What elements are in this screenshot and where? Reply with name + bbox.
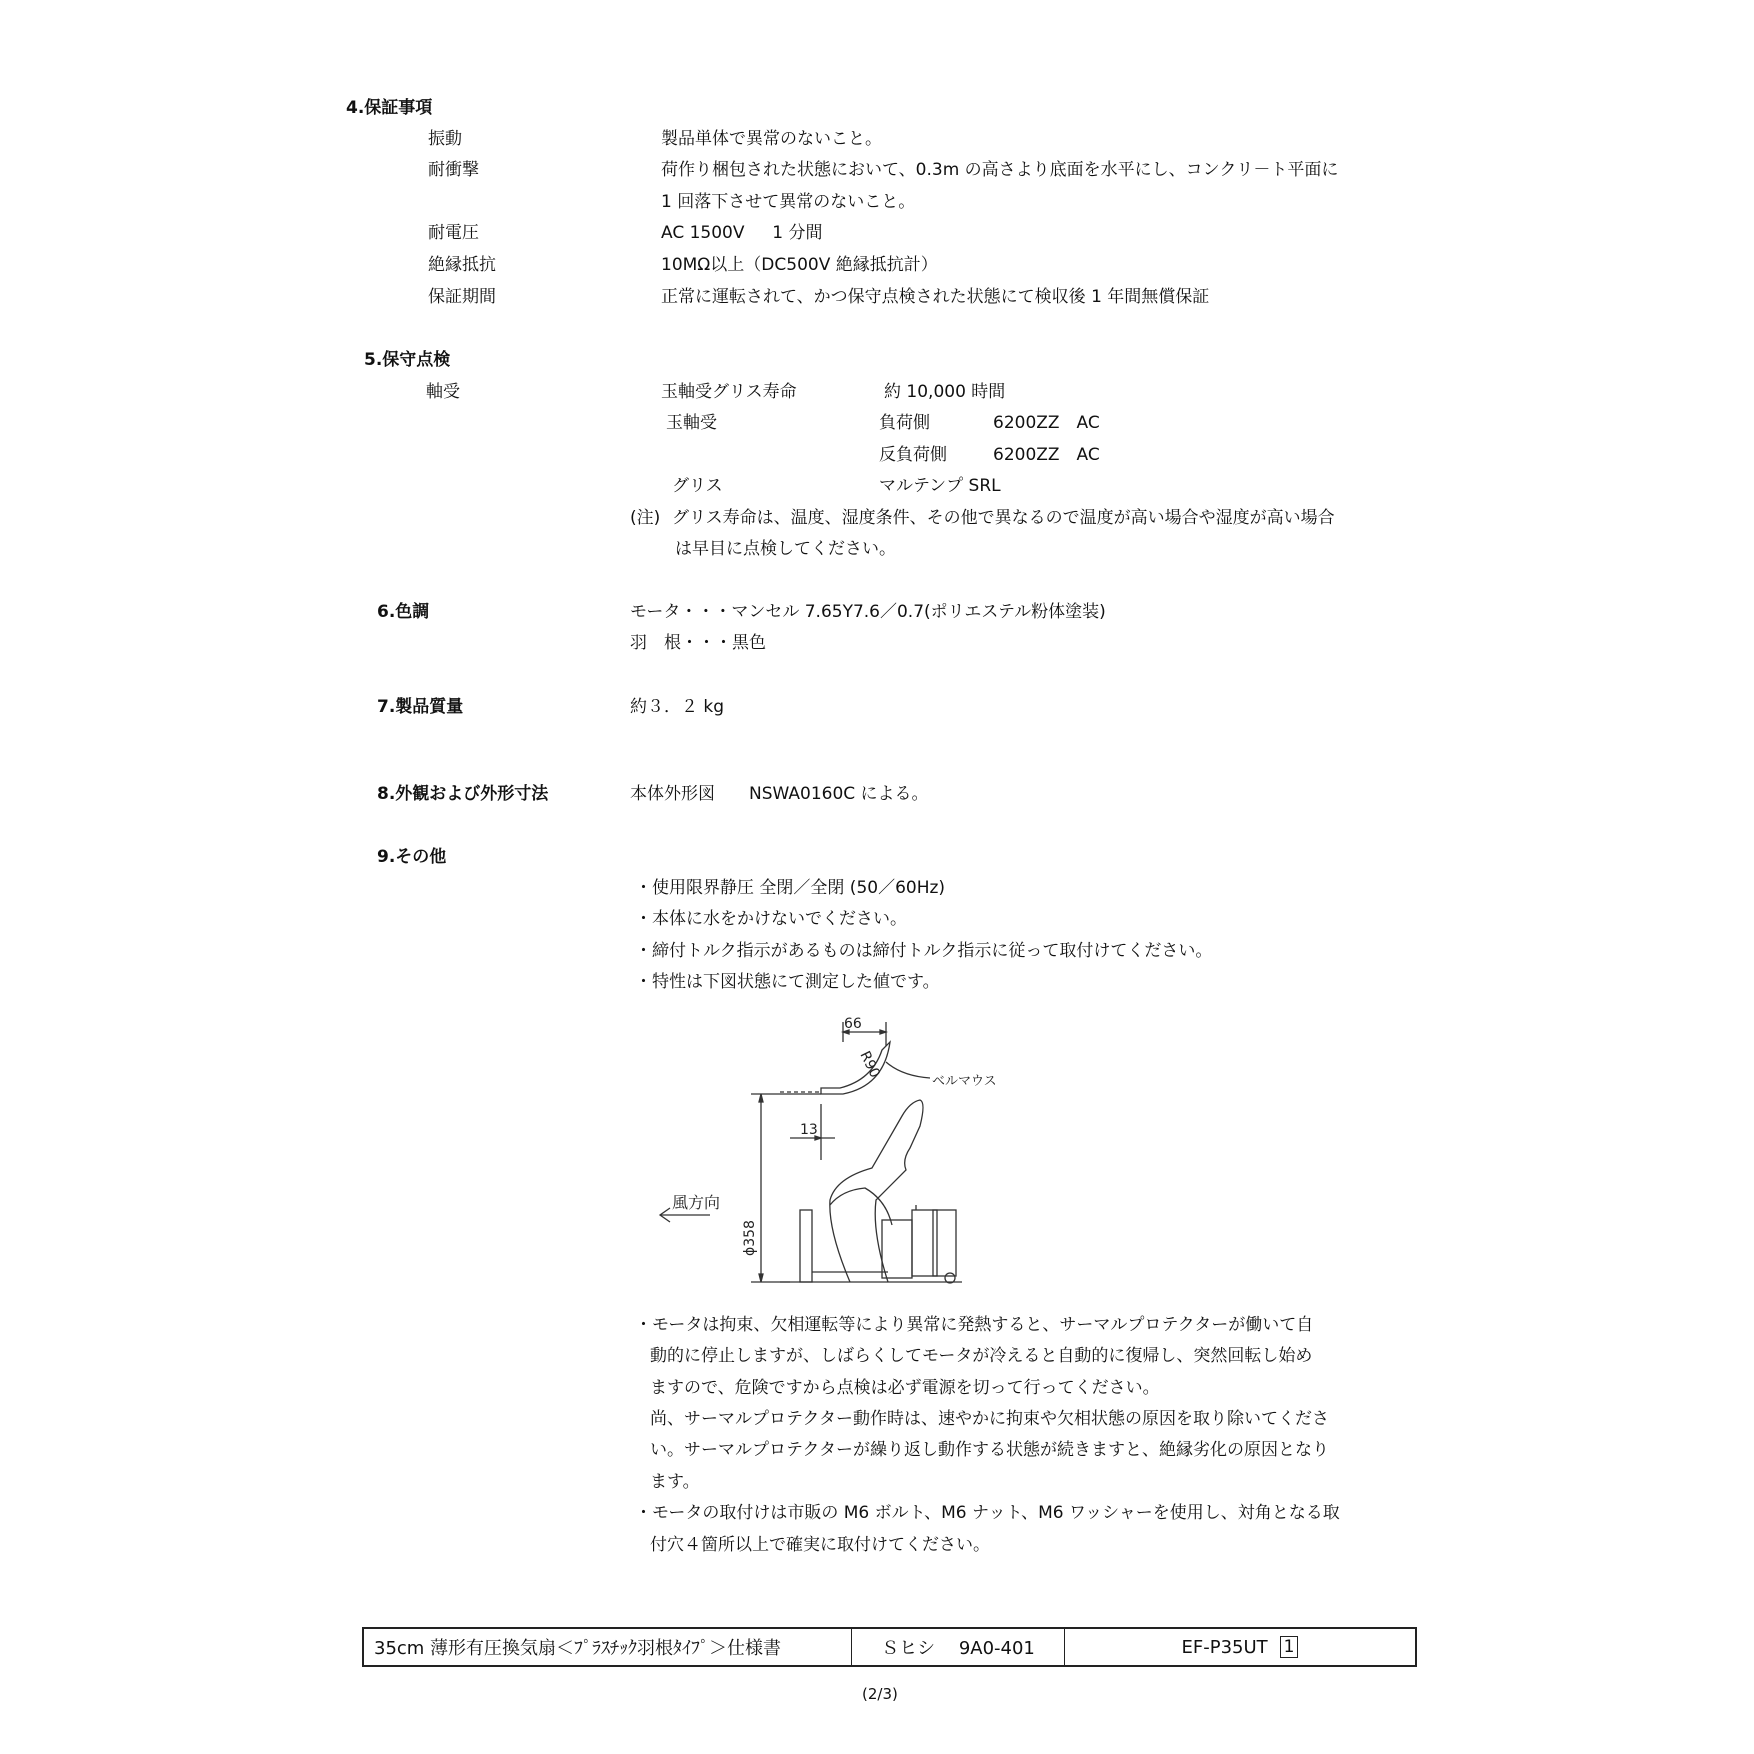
vibration-label: 振動: [428, 129, 462, 149]
ball-bearing-label: 玉軸受: [666, 413, 717, 433]
outline-drawing-ref: 本体外形図 NSWA0160C による。: [630, 784, 929, 804]
motor-mounting-line-2: 付穴４箇所以上で確実に取付けてください。: [650, 1535, 990, 1555]
insulation-label: 絶縁抵抗: [428, 255, 496, 275]
dim-66-label: 66: [844, 1016, 862, 1032]
title-block-code: Ｓヒシ 9A0-401: [852, 1629, 1065, 1665]
withstand-voltage-label: 耐電圧: [428, 223, 479, 243]
note-line-1: グリス寿命は、温度、湿度条件、その他で異なるので温度が高い場合や湿度が高い場合: [672, 508, 1335, 528]
bullet-no-water: ・本体に水をかけないでください。: [635, 909, 907, 929]
thermal-protector-line-5: い。サーマルプロテクターが繰り返し動作する状態が続きますと、絶縁劣化の原因となり: [650, 1440, 1329, 1460]
load-side-label: 負荷側: [879, 413, 930, 433]
title-block: [362, 1627, 1417, 1667]
casing-wall: [800, 1210, 812, 1282]
blade-color: 羽 根・・・黒色: [630, 633, 766, 653]
title-block-model: EF-P35UT: [1181, 1636, 1268, 1658]
dim-358-label: ϕ358: [742, 1220, 758, 1256]
section-5-heading: 5.保守点検: [364, 350, 451, 370]
dim-358-arrow-top: [759, 1094, 763, 1102]
thermal-protector-line-4: 尚、サーマルプロテクター動作時は、速やかに拘束や欠相状態の原因を取り除いてくださ: [650, 1409, 1329, 1429]
bearing-section-label: 軸受: [426, 382, 460, 402]
diagram-svg: [640, 1010, 1010, 1300]
note-line-2: は早目に点検してください。: [675, 539, 896, 559]
section-6-heading: 6.色調: [377, 602, 430, 622]
grease-life-value: 約 10,000 時間: [884, 382, 1006, 402]
section-8-heading: 8.外観および外形寸法: [377, 784, 549, 804]
vibration-value: 製品単体で異常のないこと。: [661, 129, 882, 149]
title-block-title: 35cm 薄形有圧換気扇＜ﾌﾟﾗｽﾁｯｸ羽根ﾀｲﾌﾟ＞仕様書: [364, 1629, 852, 1665]
shock-label: 耐衝撃: [428, 160, 479, 180]
thermal-protector-line-1: ・モータは拘束、欠相運転等により異常に発熱すると、サーマルプロテクターが働いて自: [635, 1315, 1314, 1335]
grease-life-label: 玉軸受グリス寿命: [661, 382, 797, 402]
warranty-value: 正常に運転されて、かつ保守点検された状態にて検収後 1 年間無償保証: [661, 287, 1210, 307]
dim-r90-label: R90: [856, 1048, 883, 1081]
bellmouth-label: ベルマウス: [932, 1074, 997, 1089]
shock-value: 荷作り梱包された状態において、0.3m の高さより底面を水平にし、コンクリ－ト平面に: [661, 160, 1339, 180]
anti-load-side-label: 反負荷側: [879, 445, 947, 465]
motor-color: モータ・・・マンセル 7.65Y7.6／0.7(ポリエステル粉体塗装): [630, 602, 1106, 622]
bellmouth-leader: [886, 1062, 930, 1078]
warranty-label: 保証期間: [428, 287, 496, 307]
bullet-torque: ・締付トルク指示があるものは締付トルク指示に従って取付けてください。: [635, 941, 1213, 961]
anti-load-side-value: 6200ZZ AC: [993, 445, 1100, 465]
shock-value-cont: 1 回落下させて異常のないこと。: [661, 192, 916, 212]
withstand-voltage-value: AC 1500V 1 分間: [661, 223, 823, 243]
thermal-protector-line-6: ます。: [650, 1472, 700, 1492]
insulation-value: 10MΩ以上（DC500V 絶縁抵抗計）: [661, 255, 938, 275]
product-mass-value: 約３．２ kg: [630, 697, 725, 717]
measurement-setup-diagram: [640, 1010, 1010, 1300]
section-4-heading: 4.保証事項: [346, 98, 433, 118]
bullet-static-pressure: ・使用限界静圧 全閉／全閉 (50／60Hz): [635, 878, 946, 898]
title-block-model-cell: [1065, 1629, 1415, 1665]
motor-band: [933, 1210, 937, 1276]
wind-direction-label: 風方向: [672, 1193, 721, 1212]
thermal-protector-line-3: ますので、危険ですから点検は必ず電源を切って行ってください。: [650, 1378, 1160, 1398]
grease-value: マルテンプ SRL: [879, 476, 1001, 496]
bullet-measured: ・特性は下図状態にて測定した値です。: [635, 972, 940, 992]
load-side-value: 6200ZZ AC: [993, 413, 1100, 433]
motor-mounting-line-1: ・モータの取付けは市販の M6 ボルト、M6 ナット、M6 ワッシャーを使用し、対角となる取: [635, 1503, 1340, 1523]
grease-label: グリス: [672, 476, 723, 496]
section-7-heading: 7.製品質量: [377, 697, 464, 717]
dim-13-label: 13: [800, 1122, 818, 1138]
blade-shape: [830, 1100, 923, 1282]
motor-body: [912, 1210, 956, 1276]
motor-front: [882, 1220, 912, 1278]
dim-358-arrow-bottom: [759, 1274, 763, 1282]
title-block-revision: 1: [1280, 1636, 1299, 1658]
note-mark: (注): [630, 508, 661, 528]
thermal-protector-line-2: 動的に停止しますが、しばらくしてモータが冷えると自動的に復帰し、突然回転し始め: [650, 1346, 1313, 1366]
page-number: (2/3): [862, 1685, 898, 1703]
dim-66-arrow-right: [880, 1030, 886, 1034]
section-9-heading: 9.その他: [377, 847, 447, 867]
